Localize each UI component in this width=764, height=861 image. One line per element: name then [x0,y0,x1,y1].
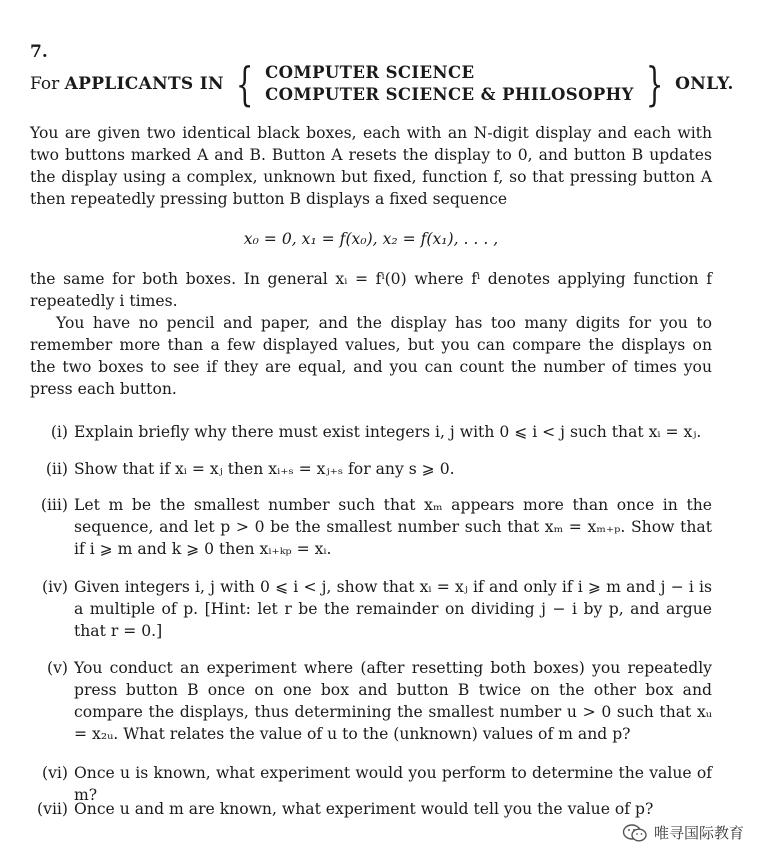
part-text: Let m be the smallest number such that xₘ appears more than once in the sequence, and let p > 0 be the smallest number such that xₘ = xₘ₊ₚ. Show that if i ⩾ m and k ⩾ 0 then xᵢ₊ₖₚ = xᵢ. [74,496,712,558]
part-text: Explain briefly why there must exist integers i, j with 0 ⩽ i < j such that xᵢ = xⱼ. [74,423,702,441]
part-label: (vii) [37,800,68,818]
part-v [30,657,712,745]
header-lead [30,74,224,94]
sequence-explanation: the same for both boxes. In general xᵢ = fⁱ(0) where fⁱ denotes applying function f repeatedly i times. [30,270,712,310]
part-text: You conduct an experiment where (after resetting both boxes) you repeatedly press button B once on one box and button B twice on the other box and compare the displays, thus determining the smallest number u > 0 such that xᵤ = x₂ᵤ. What relates the value of u to the (unknown) values of m and p? [74,659,712,743]
part-label: (i) [50,423,68,441]
part-label: (vi) [42,764,68,782]
part-vii [30,798,712,820]
wechat-icon [622,824,648,842]
question-number: 7. [30,42,48,62]
left-brace: { [235,57,254,111]
right-brace: } [645,57,664,111]
part-text: Given integers i, j with 0 ⩽ i < j, show that xᵢ = xⱼ if and only if i ⩾ m and j − i is a multiple of p. [Hint: let r be the remainder on dividing j − i by p, and argue that r = 0.] [74,578,712,640]
header-for: For [30,74,60,94]
part-i [30,421,712,443]
header-only: ONLY. [675,74,734,94]
part-iv [30,576,712,642]
watermark [622,822,744,843]
part-iii [30,494,712,560]
part-label: (v) [47,659,68,677]
part-label: (iv) [42,578,68,596]
sequence-formula: x₀ = 0, x₁ = f(x₀), x₂ = f(x₁), . . . , [243,230,499,248]
part-label: (ii) [45,460,68,478]
watermark-text: 唯寻国际教育 [653,824,744,842]
part-label: (iii) [40,496,68,514]
subject-cs-philosophy: COMPUTER SCIENCE & PHILOSOPHY [265,85,634,104]
part-text: Show that if xᵢ = xⱼ then xᵢ₊ₛ = xⱼ₊ₛ for any s ⩾ 0. [74,460,455,478]
header-applicants-in: APPLICANTS IN [64,74,224,94]
constraints-paragraph: You have no pencil and paper, and the display has too many digits for you to remember more than a few displayed values, but you can compare the displays on the two boxes to see if they are equal, and you can count the number of times you press each button. [30,314,712,398]
intro-paragraph: You are given two identical black boxes, each with an N-digit display and each with two buttons marked A and B. Button A resets the display to 0, and button B updates the display using a complex, unknown but fixed, function f, so that pressing button A then repeatedly pressing button B displays a fixed sequence [30,124,712,208]
subject-cs: COMPUTER SCIENCE [265,63,475,82]
part-ii [30,458,712,480]
applicants-header [30,57,745,111]
part-text: Once u and m are known, what experiment would tell you the value of p? [74,800,654,818]
part-text: Once u is known, what experiment would you perform to determine the value of m? [74,764,712,804]
subject-list [265,62,634,106]
